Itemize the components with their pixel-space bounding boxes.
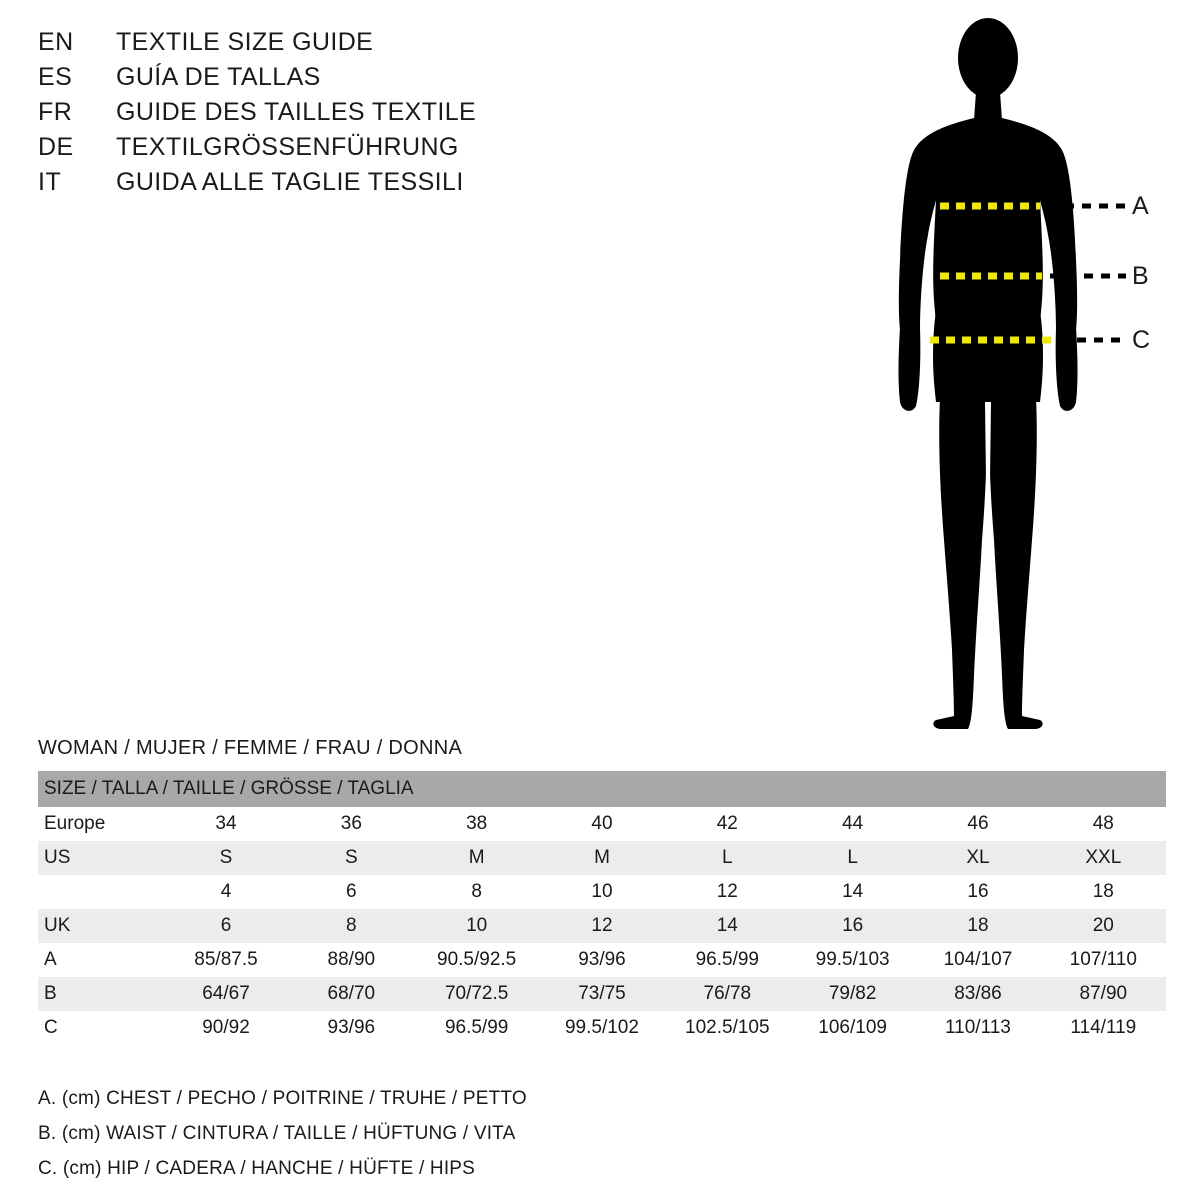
table-cell: 8 — [414, 875, 539, 909]
legend-line-a: A. (cm) CHEST / PECHO / POITRINE / TRUHE / PETTO — [38, 1088, 527, 1109]
table-cell: 96.5/99 — [665, 943, 790, 977]
table-cell: 106/109 — [790, 1011, 915, 1045]
table-cell: 90.5/92.5 — [414, 943, 539, 977]
table-cell: 104/107 — [915, 943, 1040, 977]
title-row-de — [38, 133, 558, 162]
table-cell: 42 — [665, 807, 790, 841]
table-cell: 102.5/105 — [665, 1011, 790, 1045]
table-cell: 90/92 — [163, 1011, 288, 1045]
table-cell: 12 — [539, 909, 664, 943]
table-cell: 46 — [915, 807, 1040, 841]
table-cell: 110/113 — [915, 1011, 1040, 1045]
table-cell: 40 — [539, 807, 664, 841]
table-header-row — [38, 771, 1166, 807]
row-label — [38, 875, 163, 909]
table-header-label: SIZE / TALLA / TAILLE / GRÖSSE / TAGLIA — [38, 771, 1166, 807]
title-lang-en: EN — [38, 28, 74, 56]
table-row — [38, 807, 1166, 841]
table-cell: 73/75 — [539, 977, 664, 1011]
table-cell: 99.5/103 — [790, 943, 915, 977]
table-cell: 76/78 — [665, 977, 790, 1011]
table-cell: 12 — [665, 875, 790, 909]
table-cell: 38 — [414, 807, 539, 841]
table-cell: 6 — [163, 909, 288, 943]
table-cell: 18 — [915, 909, 1040, 943]
table-cell: 48 — [1041, 807, 1166, 841]
table-section-title: WOMAN / MUJER / FEMME / FRAU / DONNA — [38, 737, 463, 759]
table-cell: 36 — [289, 807, 414, 841]
title-row-fr — [38, 98, 558, 127]
row-label: Europe — [38, 807, 163, 841]
title-text-en: TEXTILE SIZE GUIDE — [116, 28, 374, 56]
body-figure-area — [840, 10, 1180, 750]
size-table-section — [38, 737, 1166, 1045]
table-cell: 18 — [1041, 875, 1166, 909]
row-label: UK — [38, 909, 163, 943]
table-cell: 64/67 — [163, 977, 288, 1011]
legend-line-b: B. (cm) WAIST / CINTURA / TAILLE / HÜFTUNG / VITA — [38, 1123, 516, 1144]
row-label: C — [38, 1011, 163, 1045]
table-cell: 83/86 — [915, 977, 1040, 1011]
table-row — [38, 909, 1166, 943]
title-row-it — [38, 168, 558, 197]
table-cell: 70/72.5 — [414, 977, 539, 1011]
legend-line-c: C. (cm) HIP / CADERA / HANCHE / HÜFTE / HIPS — [38, 1158, 476, 1179]
table-cell: XXL — [1041, 841, 1166, 875]
title-row-en — [38, 28, 558, 57]
title-text-fr: GUIDE DES TAILLES TEXTILE — [116, 98, 477, 126]
row-label: B — [38, 977, 163, 1011]
table-cell: 85/87.5 — [163, 943, 288, 977]
table-cell: 99.5/102 — [539, 1011, 664, 1045]
table-cell: 34 — [163, 807, 288, 841]
table-cell: S — [289, 841, 414, 875]
female-body-silhouette-icon — [840, 10, 1180, 750]
table-cell: 6 — [289, 875, 414, 909]
title-text-es: GUÍA DE TALLAS — [116, 63, 321, 91]
table-cell: 10 — [539, 875, 664, 909]
table-cell: 87/90 — [1041, 977, 1166, 1011]
size-table — [38, 771, 1166, 1045]
table-cell: 10 — [414, 909, 539, 943]
measure-label-c: C — [1132, 326, 1151, 354]
table-cell: 20 — [1041, 909, 1166, 943]
table-row — [38, 977, 1166, 1011]
table-cell: 68/70 — [289, 977, 414, 1011]
table-cell: 14 — [665, 909, 790, 943]
table-cell: 8 — [289, 909, 414, 943]
table-cell: 44 — [790, 807, 915, 841]
measurement-legend — [38, 1088, 738, 1193]
table-row — [38, 841, 1166, 875]
table-cell: 114/119 — [1041, 1011, 1166, 1045]
title-text-it: GUIDA ALLE TAGLIE TESSILI — [116, 168, 464, 196]
row-label: A — [38, 943, 163, 977]
title-block — [38, 28, 558, 203]
table-row — [38, 875, 1166, 909]
table-cell: 14 — [790, 875, 915, 909]
table-row — [38, 943, 1166, 977]
table-cell: S — [163, 841, 288, 875]
table-cell: 16 — [790, 909, 915, 943]
row-label: US — [38, 841, 163, 875]
table-cell: 96.5/99 — [414, 1011, 539, 1045]
table-cell: L — [665, 841, 790, 875]
table-cell: 88/90 — [289, 943, 414, 977]
title-lang-fr: FR — [38, 98, 73, 126]
table-row — [38, 1011, 1166, 1045]
table-cell: 107/110 — [1041, 943, 1166, 977]
title-text-de: TEXTILGRÖSSENFÜHRUNG — [116, 133, 459, 161]
table-cell: 4 — [163, 875, 288, 909]
title-lang-es: ES — [38, 63, 73, 91]
title-lang-it: IT — [38, 168, 62, 196]
table-cell: M — [539, 841, 664, 875]
title-lang-de: DE — [38, 133, 74, 161]
title-row-es — [38, 63, 558, 92]
table-cell: 93/96 — [539, 943, 664, 977]
table-cell: 93/96 — [289, 1011, 414, 1045]
measure-label-a: A — [1132, 192, 1149, 220]
table-cell: L — [790, 841, 915, 875]
table-cell: 16 — [915, 875, 1040, 909]
table-cell: 79/82 — [790, 977, 915, 1011]
table-cell: M — [414, 841, 539, 875]
table-cell: XL — [915, 841, 1040, 875]
measure-label-b: B — [1132, 262, 1149, 290]
